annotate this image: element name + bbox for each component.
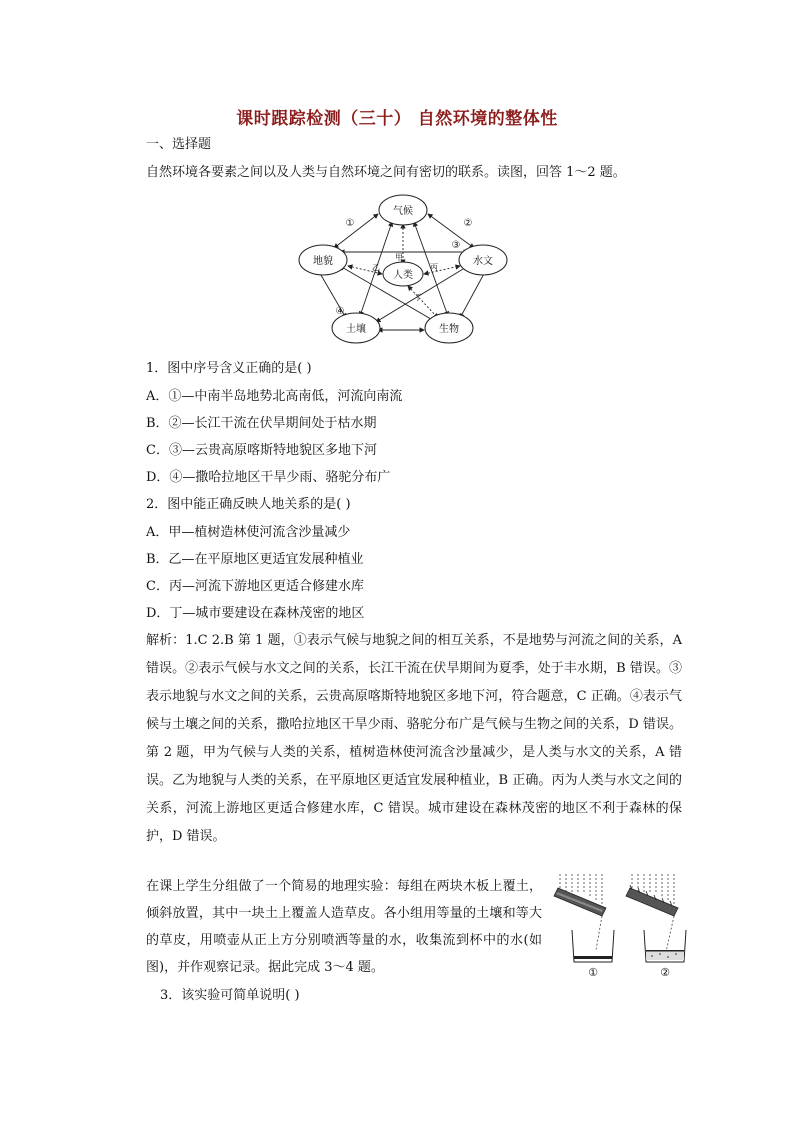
q1-option-b: B．②—长江干流在伏旱期间处于枯水期 bbox=[146, 416, 377, 431]
q1-option-c: C．③—云贵高原喀斯特地貌区多地下河 bbox=[146, 443, 377, 458]
node-hydrology: 水文 bbox=[473, 256, 493, 267]
q2-option-a: A．甲—植树造林使河流含沙量减少 bbox=[146, 525, 351, 540]
q2-option-c: C．丙—河流下游地区更适合修建水库 bbox=[146, 579, 364, 594]
edge-label-yi: 乙 bbox=[372, 263, 380, 272]
q2-stem: 2．图中能正确反映人地关系的是( ) bbox=[146, 497, 351, 512]
edge-label-3: ③ bbox=[451, 240, 461, 251]
figure-label-2: ② bbox=[660, 966, 670, 979]
q1-option-a: A．①—中南半岛地势北高南低，河流向南流 bbox=[146, 389, 403, 404]
q2-option-b: B．乙—在平原地区更适宜发展种植业 bbox=[146, 552, 364, 567]
node-biology: 生物 bbox=[439, 324, 459, 335]
page-title: 课时跟踪检测（三十） 自然环境的整体性 bbox=[236, 109, 558, 129]
edge-label-2: ② bbox=[463, 218, 473, 229]
edge-label-1: ① bbox=[345, 218, 355, 229]
figure-label-1: ① bbox=[588, 966, 598, 979]
experiment-text: 在课上学生分组做了一个简易的地理实验：每组在两块木板上覆土，倾斜放置，其中一块土上覆盖人造草皮。各小组用等量的土壤和等大的草皮，用喷壶从正上方分别喷洒等量的水，收集流到杯中的水(如图)，并作观察记录。据此完成 3～4 题。 bbox=[146, 879, 542, 975]
node-climate: 气候 bbox=[393, 206, 413, 217]
relationship-diagram bbox=[296, 190, 536, 350]
q1-stem: 1．图中序号含义正确的是( ) bbox=[146, 361, 312, 376]
node-human: 人类 bbox=[393, 270, 413, 281]
analysis-text: 解析：1.C 2.B 第 1 题，①表示气候与地貌之间的相互关系，不是地势与河流之间的关系，A 错误。②表示气候与水文之间的关系，长江干流在伏旱期间为夏季，处于丰水期，B 错误。③表示地貌与水文之间的关系，云贵高原喀斯特地貌区多地下河，符合题意，C 正确。④表示气候与土壤之间的关系，撒哈拉地区干旱少雨、骆驼分布广是气候与生物之间的关系，D 错误。第 2 题，甲为气候与人类的关系，植树造林使河流含沙量减少，是人类与水文的关系，A 错误。乙为地貌与人类的关系，在平原地区更适宜发展种植业，B 正确。丙为人类与水文之间的关系，河流上游地区更适合修建水库，C 错误。城市建设在森林茂密的地区不利于森林的保护，D 错误。 bbox=[146, 633, 682, 844]
intro-text: 自然环境各要素之间以及人类与自然环境之间有密切的联系。读图，回答 1～2 题。 bbox=[146, 165, 626, 180]
section-heading: 一、选择题 bbox=[146, 137, 212, 152]
edge-label-4: ④ bbox=[335, 306, 345, 317]
edge-label-jia: 甲 bbox=[395, 253, 403, 262]
q2-option-d: D．丁—城市要建设在森林茂密的地区 bbox=[146, 606, 365, 621]
q3-stem: 3．该实验可简单说明( ) bbox=[160, 988, 300, 1003]
node-landform: 地貌 bbox=[313, 256, 333, 267]
experiment-figure bbox=[552, 872, 688, 982]
edge-label-bing: 丙 bbox=[430, 263, 438, 272]
node-soil: 土壤 bbox=[346, 324, 366, 335]
edge-label-ding: 丁 bbox=[414, 293, 422, 302]
q1-option-d: D．④—撒哈拉地区干旱少雨、骆驼分布广 bbox=[146, 470, 391, 485]
